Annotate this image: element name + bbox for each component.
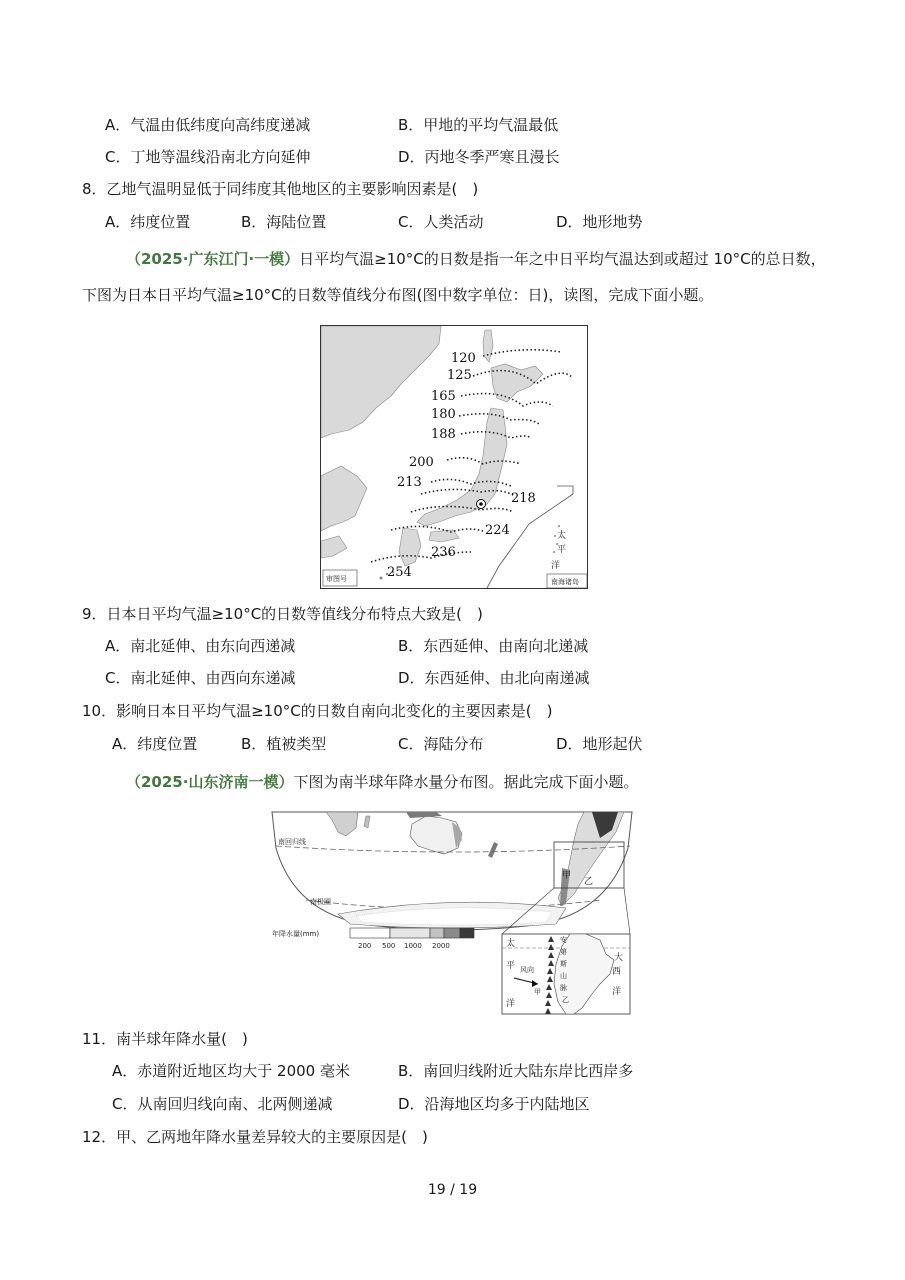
isoline-label-224: 224 <box>485 523 510 538</box>
inset-pacific-char-1: 太 <box>506 939 516 949</box>
passage-1-source: （2025·广东江门·一模） <box>126 250 300 268</box>
q11-option-b: B．南回归线附近大陆东岸比西岸多 <box>398 1062 634 1080</box>
inset-andes-char-3: 斯 <box>560 960 567 968</box>
inset-andes-char-2: 第 <box>560 948 567 956</box>
ocean-char-ping: 平 <box>557 545 567 555</box>
inset-atlantic-char-2: 西 <box>612 967 622 977</box>
inset-atlantic-char-1: 大 <box>614 953 624 963</box>
japan-isoline-map <box>320 325 588 589</box>
q9-option-b: B．东西延伸、由南向北递减 <box>398 637 589 655</box>
passage-2-text: 下图为南半球年降水量分布图。据此完成下面小题。 <box>293 773 639 791</box>
passage-2 <box>126 772 638 792</box>
jia-label-main: 甲 <box>562 871 572 881</box>
inset-yi-label: 乙 <box>562 996 569 1004</box>
connector-right <box>624 888 630 934</box>
tropic-label: 南回归线 <box>278 838 306 846</box>
q10-option-b: B．植被类型 <box>241 735 327 753</box>
ocean-char-tai: 太 <box>557 531 567 541</box>
q10-option-a: A．纬度位置 <box>112 735 198 753</box>
q8-option-a: A．纬度位置 <box>105 213 191 231</box>
legend-title: 年降水量(mm) <box>272 930 320 938</box>
q10-option-d: D．地形起伏 <box>556 735 643 753</box>
q11-option-c: C．从南回归线向南、北两侧递减 <box>112 1095 333 1113</box>
isoline-label-125: 125 <box>447 368 472 383</box>
isoline-label-200: 200 <box>409 455 434 470</box>
tokyo-marker <box>477 500 486 509</box>
passage-1 <box>82 241 827 313</box>
q12-stem: 12．甲、乙两地年降水量差异较大的主要原因是( ) <box>82 1128 428 1146</box>
legend-swatch-2 <box>390 928 430 938</box>
inset-pacific-char-3: 洋 <box>506 999 516 1009</box>
q8-option-b: B．海陆位置 <box>241 213 327 231</box>
inset-jia-label: 甲 <box>534 988 541 996</box>
q11-option-a: A．赤道附近地区均大于 2000 毫米 <box>112 1062 350 1080</box>
q11-stem: 11．南半球年降水量( ) <box>82 1030 248 1048</box>
q9-option-c: C．南北延伸、由西向东递减 <box>105 669 296 687</box>
q8-option-c: C．人类活动 <box>398 213 484 231</box>
page-number: 19 / 19 <box>427 1182 478 1198</box>
legend-value-200: 200 <box>358 942 372 950</box>
q9-option-a: A．南北延伸、由东向西递减 <box>105 637 296 655</box>
legend-value-2000: 2000 <box>432 942 450 950</box>
q8-stem: 8．乙地气温明显低于同纬度其他地区的主要影响因素是( ) <box>82 180 479 198</box>
q8-option-d: D．地形地势 <box>556 213 643 231</box>
legend-value-500: 500 <box>382 942 396 950</box>
q7-option-c: C．丁地等温线沿南北方向延伸 <box>105 148 311 166</box>
inset-label: 南海诸岛 <box>551 578 579 586</box>
q7-option-b: B．甲地的平均气温最低 <box>398 116 559 134</box>
q7-option-a: A．气温由低纬度向高纬度递减 <box>105 116 311 134</box>
isoline-label-213: 213 <box>397 475 422 490</box>
passage-1-text: 日平均气温≥10°C的日数是指一年之中日平均气温达到或超过 10°C的总日数，下图为日本日平均气温≥10°C的日数等值线分布图(图中数字单位：日)，读图，完成下面小题。 <box>82 250 826 304</box>
inset-andes-char-1: 安 <box>560 936 567 944</box>
polar-label: 南极圈 <box>310 898 331 906</box>
inset-wind-label: 风向 <box>520 966 534 974</box>
q7-option-d: D．丙地冬季严寒且漫长 <box>398 148 560 166</box>
isoline-label-254: 254 <box>387 565 412 580</box>
isoline-label-180: 180 <box>431 407 456 422</box>
isoline-label-188: 188 <box>431 427 456 442</box>
q9-stem: 9．日本日平均气温≥10°C的日数等值线分布特点大致是( ) <box>82 605 483 623</box>
yi-label-main: 乙 <box>584 877 594 887</box>
isoline-label-218: 218 <box>511 491 536 506</box>
legend-swatch-5 <box>460 928 474 938</box>
q10-option-c: C．海陆分布 <box>398 735 484 753</box>
inset-atlantic-char-3: 洋 <box>612 987 622 997</box>
legend-swatch-1 <box>350 928 390 938</box>
passage-2-source: （2025·山东济南一模） <box>126 773 294 791</box>
southern-hemisphere-precip-map <box>266 808 638 1016</box>
q9-option-d: D．东西延伸、由北向南递减 <box>398 669 590 687</box>
ocean-char-yang: 洋 <box>551 561 561 571</box>
isoline-label-120: 120 <box>451 351 476 366</box>
inset-pacific-char-2: 平 <box>506 961 516 971</box>
isoline-label-165: 165 <box>431 389 456 404</box>
legend-swatch-4 <box>444 928 460 938</box>
isoline-label-236: 236 <box>431 545 456 560</box>
q10-stem: 10．影响日本日平均气温≥10°C的日数自南向北变化的主要因素是( ) <box>82 702 553 720</box>
legend-text: 审图号 <box>326 575 347 583</box>
legend-value-1000: 1000 <box>404 942 422 950</box>
inset-andes-char-5: 脉 <box>560 984 567 992</box>
inset-andes-char-4: 山 <box>560 972 567 980</box>
legend-swatch-3 <box>430 928 444 938</box>
q11-option-d: D．沿海地区均多于内陆地区 <box>398 1095 590 1113</box>
